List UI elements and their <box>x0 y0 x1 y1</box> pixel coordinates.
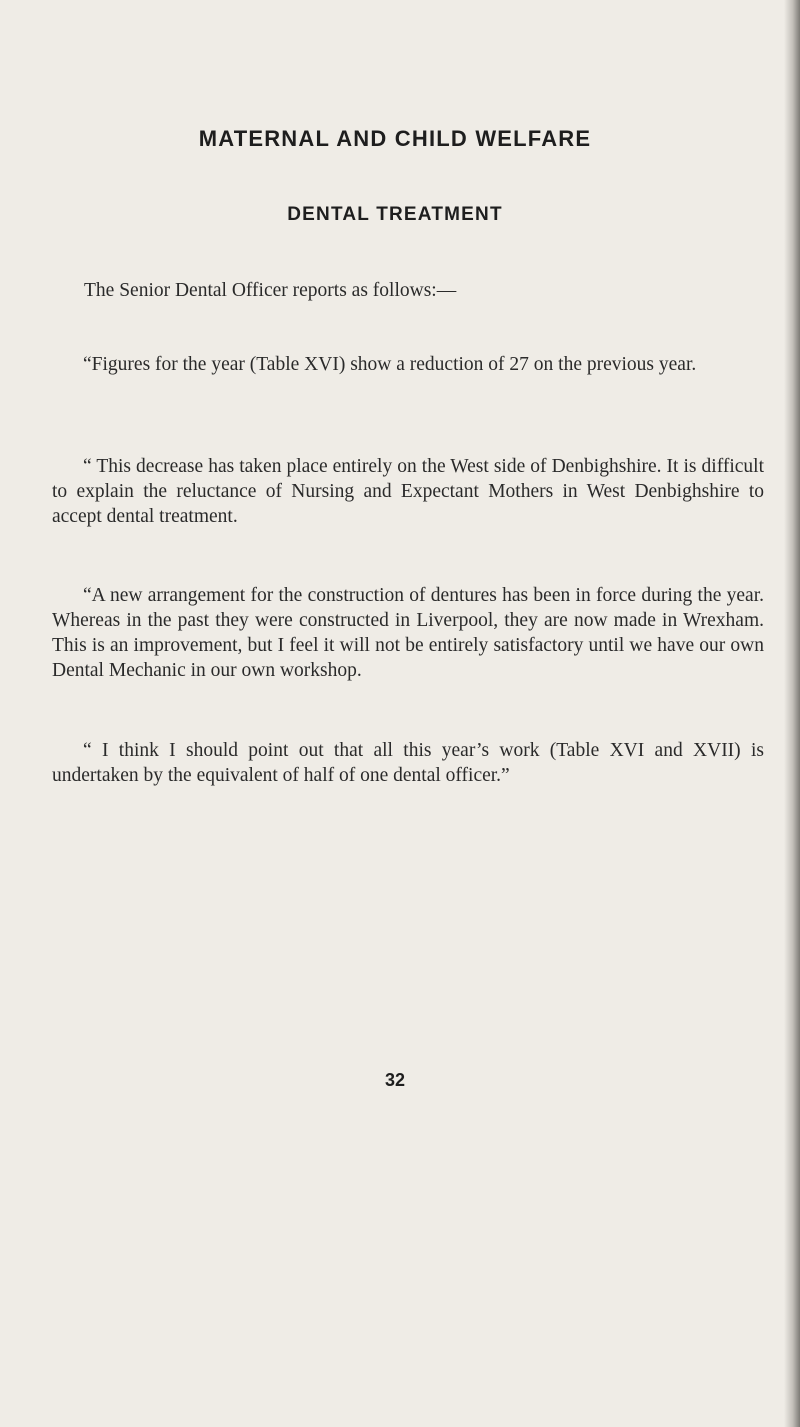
paragraph-text: “ This decrease has taken place entirely on the West side of Denbighshire. It is difficult to explain the reluctance of Nursing and Expectant Mothers in West Denbighshire to accept dental treatment. <box>52 456 764 527</box>
report-paragraph-1 <box>52 352 764 377</box>
paragraph-text: “A new arrangement for the construction of dentures has been in force during the year. Whereas in the past they were constructed in Liverpool, they are now made in Wrexham. This is an improvement, but I feel it will not be entirely satisfactory until we have our own Dental Mechanic in our own workshop. <box>52 585 764 681</box>
intro-paragraph <box>52 278 764 303</box>
page-edge-shadow <box>784 0 800 1427</box>
page-number: 32 <box>384 1070 406 1090</box>
report-paragraph-3 <box>52 583 764 683</box>
paragraph-text: “Figures for the year (Table XVI) show a reduction of 27 on the previous year. <box>83 354 697 375</box>
intro-text: The Senior Dental Officer reports as follows:— <box>84 280 457 301</box>
section-heading: DENTAL TREATMENT <box>287 204 503 225</box>
paragraph-text: “ I think I should point out that all this year’s work (Table XVI and XVII) is undertaken by the equivalent of half of one dental officer.” <box>52 740 764 786</box>
report-paragraph-4 <box>52 738 764 788</box>
report-paragraph-2 <box>52 454 764 529</box>
page-title: MATERNAL AND CHILD WELFARE <box>198 126 592 151</box>
